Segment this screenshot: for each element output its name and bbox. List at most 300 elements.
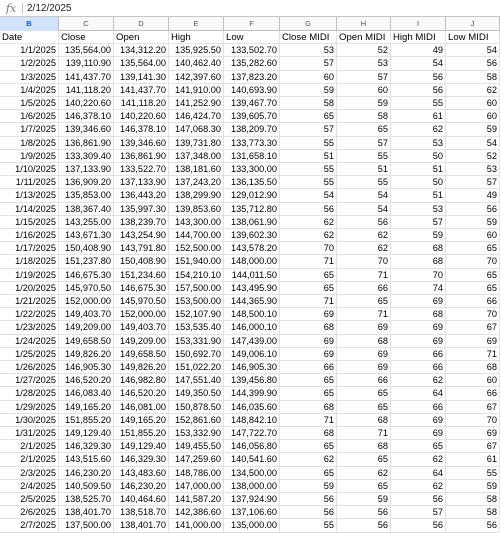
table-cell[interactable]: 66 xyxy=(446,295,500,308)
table-cell[interactable]: 139,467.70 xyxy=(224,97,280,110)
table-cell[interactable]: 1/20/2025 xyxy=(0,282,59,295)
table-cell[interactable]: 1/26/2025 xyxy=(0,361,59,374)
column-header-b[interactable]: B xyxy=(0,17,59,31)
table-cell[interactable]: 1/23/2025 xyxy=(0,321,59,334)
table-cell[interactable]: 142,386.60 xyxy=(169,506,224,519)
table-cell[interactable]: 57 xyxy=(280,57,337,70)
table-cell[interactable]: 65 xyxy=(337,123,391,136)
table-cell[interactable]: 1/9/2025 xyxy=(0,150,59,163)
table-cell[interactable]: 138,299.90 xyxy=(169,189,224,202)
table-cell[interactable]: 57 xyxy=(280,123,337,136)
table-cell[interactable]: 62 xyxy=(280,229,337,242)
table-cell[interactable]: 66 xyxy=(391,361,446,374)
table-cell[interactable]: 1/14/2025 xyxy=(0,203,59,216)
table-cell[interactable]: 53 xyxy=(391,137,446,150)
table-cell[interactable]: 51 xyxy=(391,163,446,176)
table-cell[interactable]: 65 xyxy=(446,282,500,295)
table-cell[interactable]: 59 xyxy=(391,229,446,242)
table-cell[interactable]: 60 xyxy=(446,110,500,123)
table-cell[interactable]: 146,378.10 xyxy=(59,110,114,123)
table-cell[interactable]: 147,551.40 xyxy=(169,374,224,387)
table-cell[interactable]: 144,700.00 xyxy=(169,229,224,242)
table-cell[interactable]: 71 xyxy=(280,295,337,308)
table-cell[interactable]: 60 xyxy=(280,71,337,84)
table-cell[interactable]: 56 xyxy=(391,493,446,506)
table-cell[interactable]: 131,658.10 xyxy=(224,150,280,163)
table-cell[interactable]: 58 xyxy=(446,71,500,84)
table-cell[interactable]: 137,243.20 xyxy=(169,176,224,189)
table-cell[interactable]: 70 xyxy=(446,308,500,321)
column-header-h[interactable]: H xyxy=(337,17,391,31)
header-cell[interactable]: Close MIDI xyxy=(280,31,337,44)
table-cell[interactable]: 137,924.90 xyxy=(224,493,280,506)
table-cell[interactable]: 55 xyxy=(280,163,337,176)
table-cell[interactable]: 136,909.20 xyxy=(59,176,114,189)
table-cell[interactable]: 139,853.60 xyxy=(169,203,224,216)
table-cell[interactable]: 137,133.90 xyxy=(114,176,169,189)
table-cell[interactable]: 60 xyxy=(446,229,500,242)
table-cell[interactable]: 56 xyxy=(280,493,337,506)
table-cell[interactable]: 62 xyxy=(337,467,391,480)
table-cell[interactable]: 54 xyxy=(280,189,337,202)
table-cell[interactable]: 146,329.30 xyxy=(59,440,114,453)
table-cell[interactable]: 49 xyxy=(446,189,500,202)
table-cell[interactable]: 66 xyxy=(446,387,500,400)
table-cell[interactable]: 149,165.20 xyxy=(59,401,114,414)
table-cell[interactable]: 137,133.90 xyxy=(59,163,114,176)
table-cell[interactable]: 1/25/2025 xyxy=(0,348,59,361)
table-cell[interactable]: 53 xyxy=(280,44,337,57)
table-cell[interactable]: 59 xyxy=(446,480,500,493)
table-cell[interactable]: 137,500.00 xyxy=(59,519,114,532)
table-cell[interactable]: 51 xyxy=(280,150,337,163)
table-cell[interactable]: 135,564.00 xyxy=(59,44,114,57)
table-cell[interactable]: 1/28/2025 xyxy=(0,387,59,400)
table-cell[interactable]: 147,068.30 xyxy=(169,123,224,136)
table-cell[interactable]: 149,826.20 xyxy=(59,348,114,361)
table-cell[interactable]: 1/10/2025 xyxy=(0,163,59,176)
table-cell[interactable]: 62 xyxy=(280,453,337,466)
column-header-c[interactable]: C xyxy=(59,17,114,31)
table-cell[interactable]: 151,855.20 xyxy=(59,414,114,427)
table-cell[interactable]: 149,455.50 xyxy=(169,440,224,453)
table-cell[interactable]: 56 xyxy=(280,203,337,216)
table-cell[interactable]: 58 xyxy=(446,506,500,519)
table-cell[interactable]: 1/7/2025 xyxy=(0,123,59,136)
table-cell[interactable]: 67 xyxy=(446,440,500,453)
table-cell[interactable]: 65 xyxy=(337,453,391,466)
table-cell[interactable]: 146,520.20 xyxy=(59,374,114,387)
table-cell[interactable]: 56 xyxy=(446,57,500,70)
table-cell[interactable]: 149,350.50 xyxy=(169,387,224,400)
table-cell[interactable]: 141,118.20 xyxy=(114,97,169,110)
table-cell[interactable]: 1/13/2025 xyxy=(0,189,59,202)
table-cell[interactable]: 140,464.60 xyxy=(114,493,169,506)
table-cell[interactable]: 140,462.40 xyxy=(169,57,224,70)
table-cell[interactable]: 152,500.00 xyxy=(169,242,224,255)
table-cell[interactable]: 136,861.90 xyxy=(59,137,114,150)
table-cell[interactable]: 67 xyxy=(446,401,500,414)
table-cell[interactable]: 60 xyxy=(337,84,391,97)
table-cell[interactable]: 149,129.40 xyxy=(114,440,169,453)
table-cell[interactable]: 55 xyxy=(280,176,337,189)
table-cell[interactable]: 149,826.20 xyxy=(114,361,169,374)
table-cell[interactable]: 50 xyxy=(391,150,446,163)
table-cell[interactable]: 154,210.10 xyxy=(169,269,224,282)
table-cell[interactable]: 149,209.00 xyxy=(114,335,169,348)
table-cell[interactable]: 68 xyxy=(391,308,446,321)
table-cell[interactable]: 68 xyxy=(337,335,391,348)
table-cell[interactable]: 143,578.20 xyxy=(224,242,280,255)
table-cell[interactable]: 140,693.90 xyxy=(224,84,280,97)
table-cell[interactable]: 138,000.00 xyxy=(224,480,280,493)
table-cell[interactable]: 1/5/2025 xyxy=(0,97,59,110)
table-cell[interactable]: 139,346.60 xyxy=(114,137,169,150)
table-cell[interactable]: 139,605.70 xyxy=(224,110,280,123)
table-cell[interactable]: 138,209.70 xyxy=(224,123,280,136)
header-cell[interactable]: Open xyxy=(114,31,169,44)
table-cell[interactable]: 135,925.50 xyxy=(169,44,224,57)
table-cell[interactable]: 151,022.20 xyxy=(169,361,224,374)
table-cell[interactable]: 50 xyxy=(391,176,446,189)
spreadsheet-grid[interactable] xyxy=(0,31,500,531)
table-cell[interactable]: 146,056.80 xyxy=(224,440,280,453)
table-cell[interactable]: 1/30/2025 xyxy=(0,414,59,427)
table-cell[interactable]: 153,332.90 xyxy=(169,427,224,440)
table-cell[interactable]: 152,000.00 xyxy=(114,308,169,321)
table-cell[interactable]: 70 xyxy=(391,269,446,282)
table-cell[interactable]: 1/4/2025 xyxy=(0,84,59,97)
table-cell[interactable]: 138,367.40 xyxy=(59,203,114,216)
table-cell[interactable]: 146,905.30 xyxy=(59,361,114,374)
table-cell[interactable]: 65 xyxy=(446,242,500,255)
table-cell[interactable]: 135,712.80 xyxy=(224,203,280,216)
table-cell[interactable]: 2/7/2025 xyxy=(0,519,59,532)
table-cell[interactable]: 149,165.20 xyxy=(114,414,169,427)
table-cell[interactable]: 69 xyxy=(391,321,446,334)
table-cell[interactable]: 139,602.30 xyxy=(224,229,280,242)
table-cell[interactable]: 65 xyxy=(280,269,337,282)
table-cell[interactable]: 153,535.40 xyxy=(169,321,224,334)
table-cell[interactable]: 143,300.00 xyxy=(169,216,224,229)
table-cell[interactable]: 56 xyxy=(391,84,446,97)
table-cell[interactable]: 56 xyxy=(280,506,337,519)
table-cell[interactable]: 148,786.00 xyxy=(169,467,224,480)
table-cell[interactable]: 153,331.90 xyxy=(169,335,224,348)
table-cell[interactable]: 137,106.60 xyxy=(224,506,280,519)
table-cell[interactable]: 146,675.30 xyxy=(59,269,114,282)
table-cell[interactable]: 68 xyxy=(337,414,391,427)
table-cell[interactable]: 54 xyxy=(391,57,446,70)
table-cell[interactable]: 137,823.20 xyxy=(224,71,280,84)
column-header-d[interactable]: D xyxy=(114,17,169,31)
table-cell[interactable]: 1/24/2025 xyxy=(0,335,59,348)
table-cell[interactable]: 66 xyxy=(391,348,446,361)
table-cell[interactable]: 149,658.50 xyxy=(114,348,169,361)
table-cell[interactable]: 146,035.60 xyxy=(224,401,280,414)
table-cell[interactable]: 59 xyxy=(446,216,500,229)
header-cell[interactable]: Low xyxy=(224,31,280,44)
table-cell[interactable]: 135,997.30 xyxy=(114,203,169,216)
table-cell[interactable]: 68 xyxy=(280,427,337,440)
table-cell[interactable]: 135,000.00 xyxy=(224,519,280,532)
table-cell[interactable]: 144,365.90 xyxy=(224,295,280,308)
table-cell[interactable]: 55 xyxy=(337,150,391,163)
table-cell[interactable]: 56 xyxy=(391,519,446,532)
table-cell[interactable]: 62 xyxy=(391,374,446,387)
table-cell[interactable]: 149,006.10 xyxy=(224,348,280,361)
header-cell[interactable]: Close xyxy=(59,31,114,44)
table-cell[interactable]: 59 xyxy=(280,480,337,493)
table-cell[interactable]: 65 xyxy=(280,110,337,123)
table-cell[interactable]: 1/17/2025 xyxy=(0,242,59,255)
table-cell[interactable]: 2/5/2025 xyxy=(0,493,59,506)
table-cell[interactable]: 69 xyxy=(391,414,446,427)
table-cell[interactable]: 51 xyxy=(391,189,446,202)
table-cell[interactable]: 138,181.60 xyxy=(169,163,224,176)
column-header-e[interactable]: E xyxy=(169,17,224,31)
table-cell[interactable]: 57 xyxy=(391,216,446,229)
table-cell[interactable]: 138,518.70 xyxy=(114,506,169,519)
table-cell[interactable]: 146,982.80 xyxy=(114,374,169,387)
table-cell[interactable]: 57 xyxy=(337,71,391,84)
table-cell[interactable]: 71 xyxy=(446,348,500,361)
table-cell[interactable]: 61 xyxy=(446,453,500,466)
table-cell[interactable]: 66 xyxy=(337,374,391,387)
table-cell[interactable]: 138,401.70 xyxy=(114,519,169,532)
table-cell[interactable]: 62 xyxy=(391,123,446,136)
table-cell[interactable]: 69 xyxy=(337,348,391,361)
table-cell[interactable]: 143,671.30 xyxy=(59,229,114,242)
table-cell[interactable]: 55 xyxy=(280,519,337,532)
table-cell[interactable]: 1/19/2025 xyxy=(0,269,59,282)
table-cell[interactable]: 53 xyxy=(391,203,446,216)
table-cell[interactable]: 146,329.30 xyxy=(114,453,169,466)
table-cell[interactable]: 69 xyxy=(446,427,500,440)
table-cell[interactable]: 55 xyxy=(391,97,446,110)
table-cell[interactable]: 152,107.90 xyxy=(169,308,224,321)
table-cell[interactable]: 55 xyxy=(446,467,500,480)
table-cell[interactable]: 58 xyxy=(280,97,337,110)
table-cell[interactable]: 148,500.10 xyxy=(224,308,280,321)
table-cell[interactable]: 146,378.10 xyxy=(114,123,169,136)
table-cell[interactable]: 65 xyxy=(337,401,391,414)
table-cell[interactable]: 150,408.90 xyxy=(114,255,169,268)
table-cell[interactable]: 146,000.10 xyxy=(224,321,280,334)
table-cell[interactable]: 140,541.60 xyxy=(224,453,280,466)
table-cell[interactable]: 69 xyxy=(391,295,446,308)
table-cell[interactable]: 141,910.00 xyxy=(169,84,224,97)
table-cell[interactable]: 141,437.70 xyxy=(59,71,114,84)
header-cell[interactable]: Open MIDI xyxy=(337,31,391,44)
header-cell[interactable]: Low MIDI xyxy=(446,31,500,44)
table-cell[interactable]: 2/3/2025 xyxy=(0,467,59,480)
table-cell[interactable]: 141,587.20 xyxy=(169,493,224,506)
table-cell[interactable]: 74 xyxy=(391,282,446,295)
table-cell[interactable]: 58 xyxy=(337,110,391,123)
table-cell[interactable]: 68 xyxy=(337,440,391,453)
table-cell[interactable]: 147,259.60 xyxy=(169,453,224,466)
table-cell[interactable]: 1/18/2025 xyxy=(0,255,59,268)
table-cell[interactable]: 143,254.90 xyxy=(114,229,169,242)
table-cell[interactable]: 146,675.30 xyxy=(114,282,169,295)
table-cell[interactable]: 54 xyxy=(337,203,391,216)
table-cell[interactable]: 54 xyxy=(446,44,500,57)
table-cell[interactable]: 1/6/2025 xyxy=(0,110,59,123)
table-cell[interactable]: 62 xyxy=(391,453,446,466)
table-cell[interactable]: 2/1/2025 xyxy=(0,453,59,466)
table-cell[interactable]: 141,118.20 xyxy=(59,84,114,97)
table-cell[interactable]: 146,230.20 xyxy=(59,467,114,480)
table-cell[interactable]: 143,791.80 xyxy=(114,242,169,255)
table-cell[interactable]: 135,853.00 xyxy=(59,189,114,202)
table-cell[interactable]: 1/1/2025 xyxy=(0,44,59,57)
table-cell[interactable]: 71 xyxy=(337,308,391,321)
table-cell[interactable]: 146,424.70 xyxy=(169,110,224,123)
table-cell[interactable]: 1/2/2025 xyxy=(0,57,59,70)
table-cell[interactable]: 56 xyxy=(337,216,391,229)
table-cell[interactable]: 65 xyxy=(337,387,391,400)
header-cell[interactable]: Date xyxy=(0,31,59,44)
table-cell[interactable]: 139,456.80 xyxy=(224,374,280,387)
table-cell[interactable]: 133,773.30 xyxy=(224,137,280,150)
table-cell[interactable]: 149,209.00 xyxy=(59,321,114,334)
table-cell[interactable]: 140,220.60 xyxy=(59,97,114,110)
table-cell[interactable]: 57 xyxy=(446,176,500,189)
table-cell[interactable]: 69 xyxy=(280,308,337,321)
table-cell[interactable]: 138,061.90 xyxy=(224,216,280,229)
table-cell[interactable]: 133,309.40 xyxy=(59,150,114,163)
table-cell[interactable]: 65 xyxy=(280,282,337,295)
table-cell[interactable]: 145,970.50 xyxy=(114,295,169,308)
column-header-i[interactable]: I xyxy=(391,17,446,31)
table-cell[interactable]: 62 xyxy=(391,480,446,493)
table-cell[interactable]: 146,520.20 xyxy=(114,387,169,400)
table-cell[interactable]: 1/29/2025 xyxy=(0,401,59,414)
table-cell[interactable]: 141,000.00 xyxy=(169,519,224,532)
table-cell[interactable]: 1/27/2025 xyxy=(0,374,59,387)
table-cell[interactable]: 138,239.70 xyxy=(114,216,169,229)
table-cell[interactable]: 59 xyxy=(446,123,500,136)
table-cell[interactable]: 69 xyxy=(391,427,446,440)
table-cell[interactable]: 66 xyxy=(337,282,391,295)
header-cell[interactable]: High MIDI xyxy=(391,31,446,44)
table-cell[interactable]: 152,000.00 xyxy=(59,295,114,308)
table-cell[interactable]: 149,129.40 xyxy=(59,427,114,440)
table-cell[interactable]: 62 xyxy=(446,84,500,97)
table-cell[interactable]: 135,564.00 xyxy=(114,57,169,70)
table-cell[interactable]: 59 xyxy=(337,97,391,110)
table-cell[interactable]: 56 xyxy=(337,519,391,532)
table-cell[interactable]: 70 xyxy=(280,242,337,255)
table-cell[interactable]: 146,230.20 xyxy=(114,480,169,493)
table-cell[interactable]: 149,403.70 xyxy=(59,308,114,321)
table-cell[interactable]: 133,300.00 xyxy=(224,163,280,176)
table-cell[interactable]: 2/6/2025 xyxy=(0,506,59,519)
table-cell[interactable]: 129,012.90 xyxy=(224,189,280,202)
table-cell[interactable]: 146,905.30 xyxy=(224,361,280,374)
table-cell[interactable]: 143,515.60 xyxy=(59,453,114,466)
table-cell[interactable]: 62 xyxy=(337,229,391,242)
table-cell[interactable]: 57 xyxy=(391,506,446,519)
table-cell[interactable]: 1/22/2025 xyxy=(0,308,59,321)
table-cell[interactable]: 2/1/2025 xyxy=(0,440,59,453)
table-cell[interactable]: 1/8/2025 xyxy=(0,137,59,150)
table-cell[interactable]: 1/15/2025 xyxy=(0,216,59,229)
table-cell[interactable]: 70 xyxy=(446,255,500,268)
table-cell[interactable]: 143,483.60 xyxy=(114,467,169,480)
table-cell[interactable]: 140,220.60 xyxy=(114,110,169,123)
table-cell[interactable]: 71 xyxy=(337,269,391,282)
table-cell[interactable]: 144,399.90 xyxy=(224,387,280,400)
table-cell[interactable]: 151,237.80 xyxy=(59,255,114,268)
table-cell[interactable]: 65 xyxy=(280,467,337,480)
table-cell[interactable]: 136,861.90 xyxy=(114,150,169,163)
table-cell[interactable]: 66 xyxy=(391,401,446,414)
table-cell[interactable]: 51 xyxy=(337,163,391,176)
table-cell[interactable]: 150,408.90 xyxy=(59,242,114,255)
table-cell[interactable]: 64 xyxy=(391,387,446,400)
table-cell[interactable]: 151,234.60 xyxy=(114,269,169,282)
table-cell[interactable]: 147,722.70 xyxy=(224,427,280,440)
column-header-j[interactable]: J xyxy=(446,17,500,31)
header-cell[interactable]: High xyxy=(169,31,224,44)
table-cell[interactable]: 152,861.60 xyxy=(169,414,224,427)
table-cell[interactable]: 69 xyxy=(446,335,500,348)
table-cell[interactable]: 139,110.90 xyxy=(59,57,114,70)
table-cell[interactable]: 65 xyxy=(280,440,337,453)
table-cell[interactable]: 67 xyxy=(446,321,500,334)
table-cell[interactable]: 56 xyxy=(391,71,446,84)
table-cell[interactable]: 150,878.50 xyxy=(169,401,224,414)
table-cell[interactable]: 1/11/2025 xyxy=(0,176,59,189)
table-cell[interactable]: 65 xyxy=(391,440,446,453)
table-cell[interactable]: 49 xyxy=(391,44,446,57)
table-cell[interactable]: 65 xyxy=(280,374,337,387)
table-cell[interactable]: 59 xyxy=(337,493,391,506)
table-cell[interactable]: 145,970.50 xyxy=(59,282,114,295)
table-cell[interactable]: 69 xyxy=(391,335,446,348)
table-cell[interactable]: 1/16/2025 xyxy=(0,229,59,242)
table-cell[interactable]: 52 xyxy=(446,150,500,163)
table-cell[interactable]: 53 xyxy=(446,163,500,176)
table-cell[interactable]: 147,000.00 xyxy=(169,480,224,493)
table-cell[interactable]: 140,509.50 xyxy=(59,480,114,493)
table-cell[interactable]: 134,500.00 xyxy=(224,467,280,480)
table-cell[interactable]: 60 xyxy=(446,97,500,110)
table-cell[interactable]: 68 xyxy=(446,361,500,374)
table-cell[interactable]: 144,011.50 xyxy=(224,269,280,282)
table-cell[interactable]: 69 xyxy=(337,321,391,334)
table-cell[interactable]: 1/3/2025 xyxy=(0,71,59,84)
table-cell[interactable]: 58 xyxy=(446,493,500,506)
table-cell[interactable]: 135,282.60 xyxy=(224,57,280,70)
table-cell[interactable]: 65 xyxy=(337,295,391,308)
table-cell[interactable]: 134,312.20 xyxy=(114,44,169,57)
table-cell[interactable]: 1/31/2025 xyxy=(0,427,59,440)
table-cell[interactable]: 148,842.10 xyxy=(224,414,280,427)
table-cell[interactable]: 69 xyxy=(280,335,337,348)
table-cell[interactable]: 65 xyxy=(337,480,391,493)
formula-input[interactable]: 2/12/2025 xyxy=(27,2,72,14)
table-cell[interactable]: 137,348.00 xyxy=(169,150,224,163)
table-cell[interactable]: 138,401.70 xyxy=(59,506,114,519)
table-cell[interactable]: 68 xyxy=(280,321,337,334)
table-cell[interactable]: 66 xyxy=(280,361,337,374)
table-cell[interactable]: 136,443.20 xyxy=(114,189,169,202)
table-cell[interactable]: 59 xyxy=(280,84,337,97)
table-cell[interactable]: 133,502.70 xyxy=(224,44,280,57)
